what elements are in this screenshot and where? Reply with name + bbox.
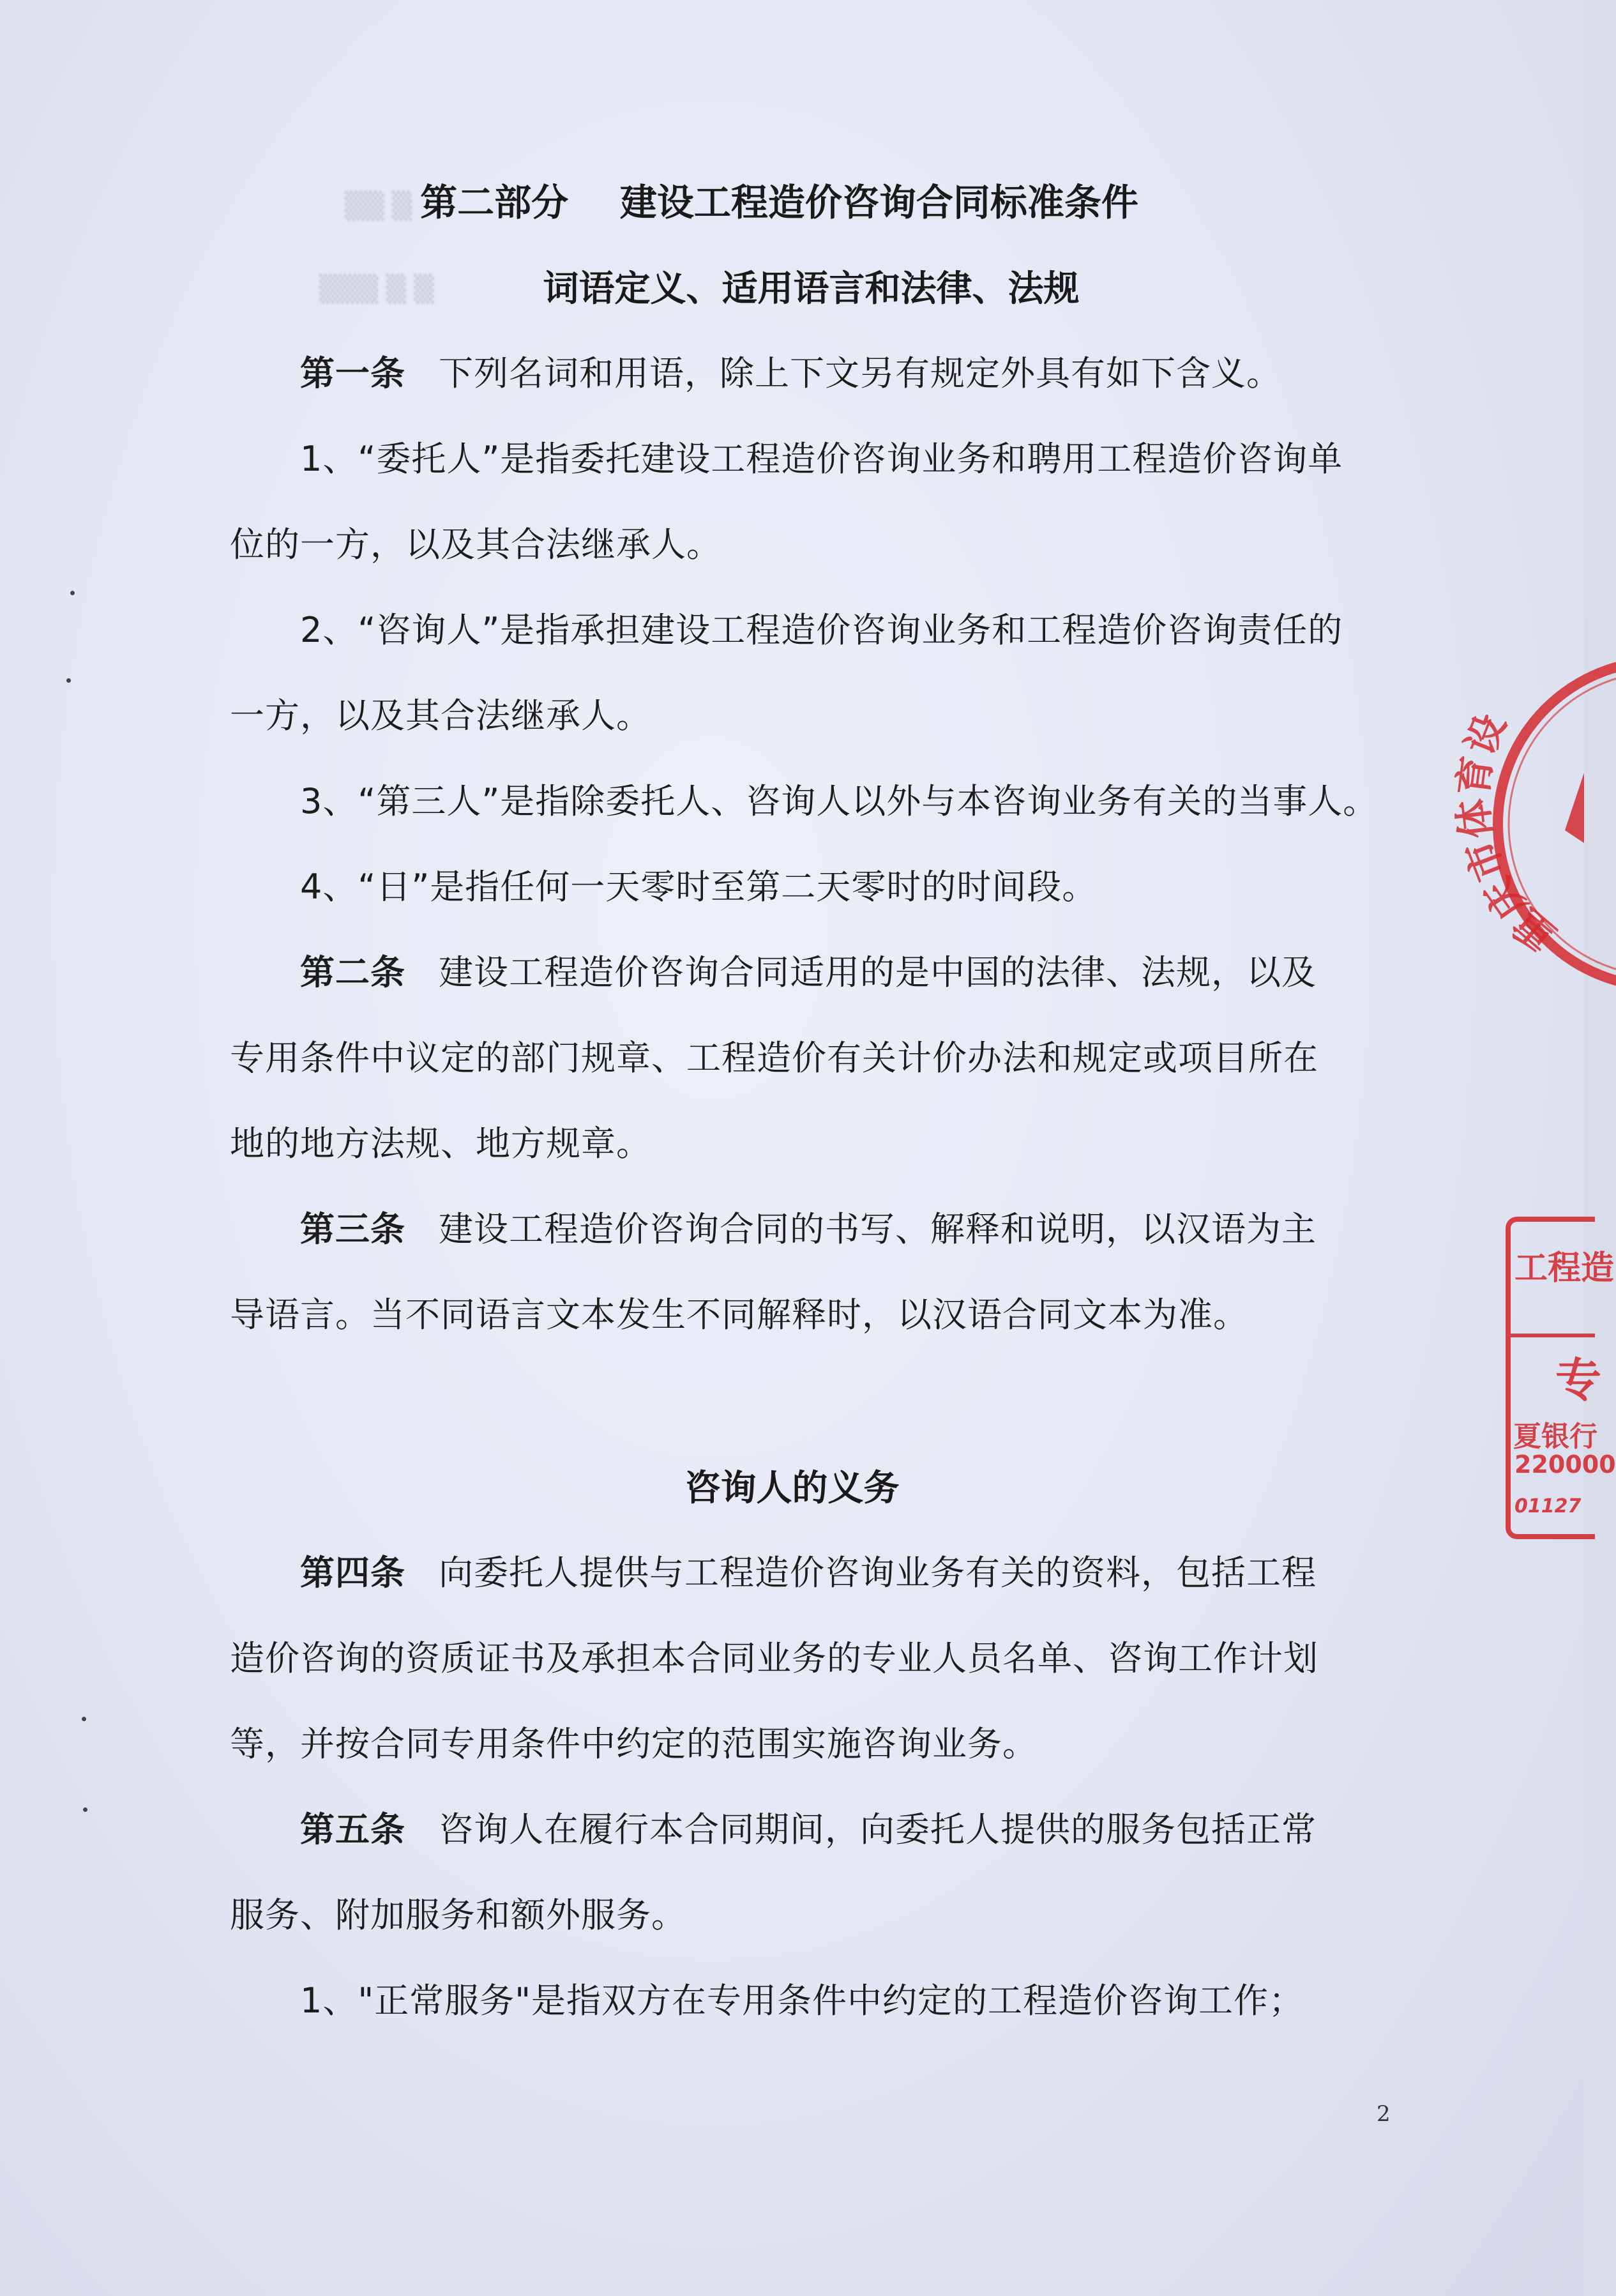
article-3-text: 建设工程造价咨询合同的书写、解释和说明，以汉语为主	[439, 1209, 1317, 1249]
article-4-line-1	[300, 1546, 1317, 1595]
round-seal	[1449, 645, 1584, 1003]
article-4-line-3: 等，并按合同专用条件中约定的范围实施咨询业务。	[230, 1724, 1038, 1764]
margin-speck	[70, 591, 75, 595]
bleed-through-mark: ▒▒▒ ▒ ▒	[319, 275, 434, 304]
article-4-label: 第四条	[300, 1553, 405, 1593]
article-5-label: 第五条	[300, 1809, 405, 1850]
article-1-label: 第一条	[300, 353, 405, 393]
item-2-line-1: 2、“咨询人”是指承担建设工程造价咨询业务和工程造价咨询责任的	[300, 610, 1343, 650]
article-3-line-1	[300, 1202, 1317, 1251]
item-3: 3、“第三人”是指除委托人、咨询人以外与本咨询业务有关的当事人。	[300, 781, 1378, 821]
margin-speck	[82, 1717, 86, 1721]
article-4-line-2: 造价咨询的资质证书及承担本合同业务的专业人员名单、咨询工作计划	[230, 1638, 1318, 1678]
bank-stamp-line-5: 01127	[1514, 1495, 1582, 1517]
article-5-text: 咨询人在履行本合同期间，向委托人提供的服务包括正常	[439, 1809, 1317, 1850]
article-2-text: 建设工程造价咨询合同适用的是中国的法律、法规，以及	[439, 952, 1317, 992]
bank-stamp	[1506, 1217, 1616, 1539]
article-2-line-3: 地的地方法规、地方规章。	[230, 1123, 651, 1164]
bank-stamp-line-4: 220000	[1514, 1450, 1616, 1479]
round-seal-text: 重庆市体育设	[1449, 707, 1565, 961]
bank-stamp-divider	[1506, 1334, 1595, 1337]
article-4-text: 向委托人提供与工程造价咨询业务有关的资料，包括工程	[439, 1553, 1317, 1593]
article-2-line-1	[300, 945, 1317, 994]
margin-speck	[66, 678, 71, 683]
item-1-line-2: 位的一方，以及其合法继承人。	[230, 524, 721, 565]
bank-stamp-line-1: 工程造	[1514, 1249, 1615, 1288]
article-2-label: 第二条	[300, 952, 405, 992]
section-heading-definitions: 词语定义、适用语言和法律、法规	[543, 268, 1080, 310]
article-5-line-1	[300, 1802, 1317, 1851]
article-3-line-2: 导语言。当不同语言文本发生不同解释时，以汉语合同文本为准。	[230, 1295, 1248, 1335]
article-1	[300, 346, 1281, 395]
svg-text:重庆市体育设	[1449, 708, 1564, 961]
article-3-label: 第三条	[300, 1209, 405, 1249]
bleed-through-mark: ▒▒ ▒	[345, 192, 412, 221]
page-number: 2	[1377, 2101, 1391, 2127]
item-4: 4、“日”是指任何一天零时至第二天零时的时间段。	[300, 867, 1098, 907]
article-1-text: 下列名词和用语，除上下文另有规定外具有如下含义。	[439, 353, 1281, 393]
item-2-line-2: 一方，以及其合法继承人。	[230, 696, 651, 736]
section-heading-duties: 咨询人的义务	[684, 1468, 900, 1509]
article-2-line-2: 专用条件中议定的部门规章、工程造价有关计价办法和规定或项目所在	[230, 1038, 1318, 1078]
item-1-line-1: 1、“委托人”是指委托建设工程造价咨询业务和聘用工程造价咨询单	[300, 439, 1343, 479]
margin-speck	[83, 1807, 87, 1812]
part-heading: 第二部分 建设工程造价咨询合同标准条件	[420, 181, 1138, 224]
bank-stamp-line-2: 专	[1555, 1353, 1602, 1407]
bank-stamp-line-3: 夏银行	[1513, 1420, 1597, 1453]
item-5-1: 1、"正常服务"是指双方在专用条件中约定的工程造价咨询工作；	[300, 1980, 1304, 2021]
article-5-line-2: 服务、附加服务和额外服务。	[230, 1895, 686, 1935]
